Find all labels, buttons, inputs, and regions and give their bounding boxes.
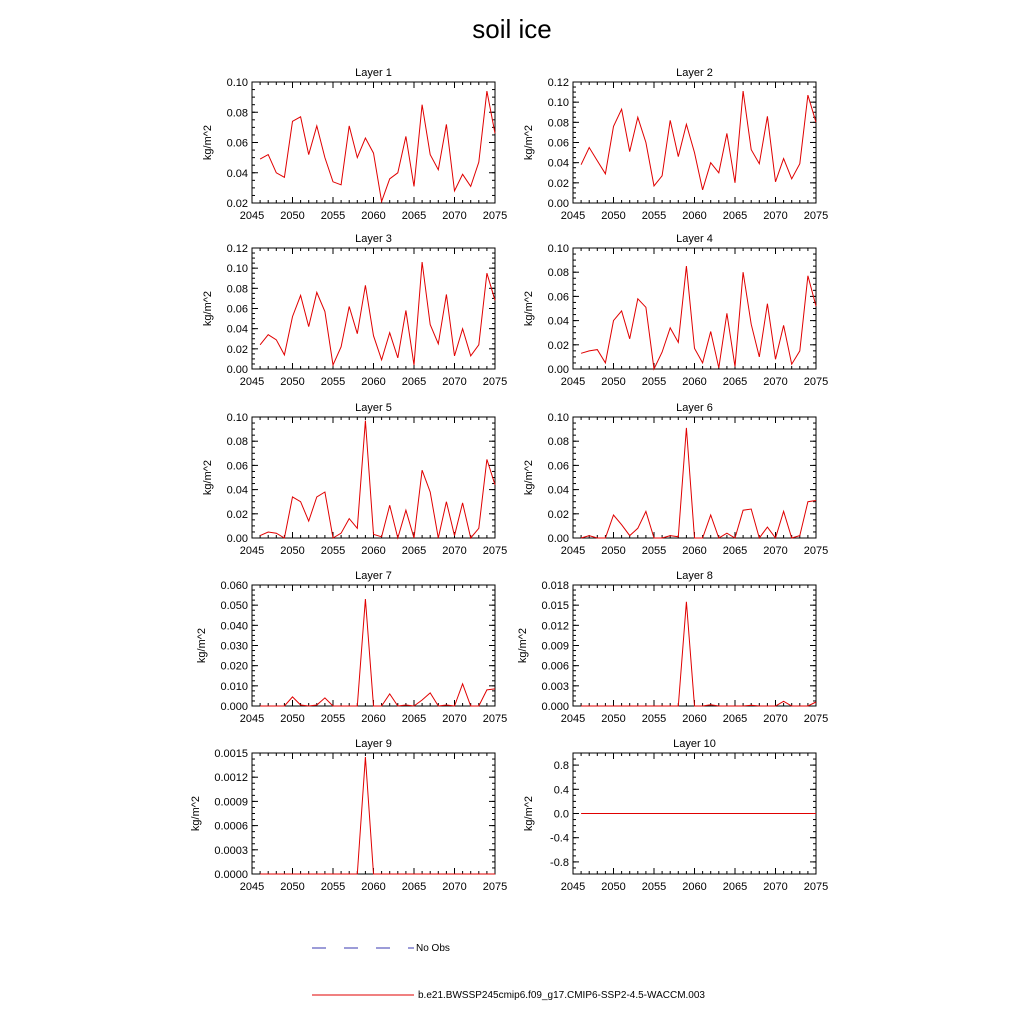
panel-title: Layer 9 (355, 738, 392, 750)
y-tick-label: 0.04 (226, 484, 248, 497)
x-tick-label: 2075 (482, 545, 508, 557)
x-tick-label: 2065 (722, 545, 748, 557)
y-tick-label: 0.006 (541, 660, 569, 673)
y-axis-label: kg/m^2 (202, 459, 215, 496)
legend-obs-label: No Obs (416, 942, 450, 954)
y-tick-label: 0.04 (226, 323, 248, 336)
y-tick-label: 0.08 (547, 267, 569, 280)
series-line (260, 91, 495, 201)
y-tick-label: 0.06 (547, 137, 569, 150)
y-tick-label: 0.0 (553, 808, 569, 821)
x-tick-label: 2070 (763, 210, 788, 222)
x-tick-label: 2070 (442, 713, 467, 725)
x-tick-label: 2055 (320, 881, 346, 893)
plot-frame (573, 417, 816, 538)
series-line (581, 428, 816, 538)
plot-frame (573, 82, 816, 203)
y-tick-label: 0.050 (220, 600, 248, 613)
series-line (260, 757, 495, 874)
panel-title: Layer 5 (355, 402, 392, 414)
y-axis-label: kg/m^2 (523, 795, 536, 832)
plot-frame (573, 585, 816, 706)
y-tick-label: 0.8 (553, 760, 569, 773)
series-line (581, 91, 816, 190)
y-tick-label: 0.0006 (214, 820, 248, 833)
x-tick-label: 2050 (601, 881, 626, 893)
y-tick-label: 0.000 (220, 701, 248, 713)
x-tick-label: 2045 (560, 210, 586, 222)
y-tick-label: 0.10 (547, 412, 569, 424)
y-axis-label: kg/m^2 (523, 290, 536, 327)
y-tick-label: 0.06 (226, 303, 248, 316)
x-tick-label: 2045 (560, 713, 586, 725)
y-tick-label: 0.00 (547, 533, 569, 545)
x-tick-label: 2065 (722, 210, 748, 222)
x-tick-label: 2070 (763, 545, 788, 557)
panel-3 (202, 233, 507, 388)
x-tick-label: 2050 (280, 545, 305, 557)
y-tick-label: 0.08 (547, 117, 569, 130)
x-tick-label: 2050 (280, 376, 305, 388)
x-tick-label: 2070 (442, 545, 467, 557)
x-tick-label: 2065 (722, 713, 748, 725)
panel-7 (196, 570, 507, 725)
y-tick-label: 0.08 (547, 436, 569, 449)
x-tick-label: 2075 (482, 713, 508, 725)
x-tick-label: 2060 (361, 881, 386, 893)
legend-model-line (312, 989, 414, 1001)
y-tick-label: 0.020 (220, 660, 248, 673)
panel-10 (523, 738, 828, 893)
x-tick-label: 2070 (442, 881, 467, 893)
x-tick-label: 2055 (320, 713, 346, 725)
y-tick-label: 0.0012 (214, 772, 248, 785)
y-tick-label: 0.0009 (214, 796, 248, 809)
panel-5 (202, 402, 507, 557)
x-tick-label: 2060 (682, 713, 707, 725)
panel-title: Layer 2 (676, 67, 713, 79)
y-tick-label: 0.4 (553, 784, 569, 797)
y-tick-label: 0.10 (547, 243, 569, 255)
legend-model-label: b.e21.BWSSP245cmip6.f09_g17.CMIP6-SSP2-4.5-WACCM.003 (418, 989, 705, 1001)
legend-obs (312, 942, 450, 954)
y-tick-label: 0.06 (226, 460, 248, 473)
y-tick-label: 0.00 (226, 533, 248, 545)
y-tick-label: 0.010 (220, 680, 248, 693)
y-axis-label: kg/m^2 (196, 627, 208, 664)
x-tick-label: 2055 (641, 881, 667, 893)
x-tick-label: 2065 (401, 210, 427, 222)
panel-9 (190, 738, 507, 893)
x-tick-label: 2055 (320, 545, 346, 557)
y-tick-label: 0.000 (541, 701, 569, 713)
plot-frame (573, 248, 816, 369)
y-tick-label: 0.0015 (214, 748, 248, 760)
panel-6 (523, 402, 828, 557)
figure-title: soil ice (472, 14, 552, 44)
y-tick-label: 0.10 (547, 97, 569, 110)
x-tick-label: 2055 (320, 376, 346, 388)
x-tick-label: 2055 (641, 210, 667, 222)
y-tick-label: -0.4 (550, 832, 569, 845)
x-tick-label: 2045 (239, 545, 265, 557)
x-tick-label: 2065 (401, 376, 427, 388)
panel-8 (517, 570, 828, 725)
x-tick-label: 2060 (682, 210, 707, 222)
x-tick-label: 2045 (560, 545, 586, 557)
y-tick-label: 0.0000 (214, 869, 248, 881)
series-line (260, 262, 495, 365)
series-line (581, 266, 816, 369)
plot-frame (252, 585, 495, 706)
y-tick-label: 0.10 (226, 412, 248, 424)
x-tick-label: 2065 (401, 545, 427, 557)
y-tick-label: -0.8 (550, 856, 569, 869)
panel-1 (202, 67, 507, 222)
y-axis-label: kg/m^2 (202, 290, 215, 327)
y-tick-label: 0.0003 (214, 844, 248, 857)
x-tick-label: 2055 (641, 545, 667, 557)
y-tick-label: 0.04 (226, 167, 248, 180)
panel-title: Layer 3 (355, 233, 392, 245)
y-tick-label: 0.030 (220, 640, 248, 653)
x-tick-label: 2050 (601, 376, 626, 388)
x-tick-label: 2055 (641, 713, 667, 725)
plot-frame (252, 753, 495, 874)
y-tick-label: 0.00 (547, 198, 569, 210)
x-tick-label: 2070 (442, 376, 467, 388)
x-tick-label: 2075 (803, 210, 829, 222)
y-tick-label: 0.012 (541, 620, 569, 633)
y-tick-label: 0.02 (226, 198, 248, 210)
x-tick-label: 2075 (803, 713, 829, 725)
x-tick-label: 2050 (280, 713, 305, 725)
x-tick-label: 2060 (361, 376, 386, 388)
x-tick-label: 2055 (320, 210, 346, 222)
legend-model (312, 989, 705, 1001)
x-tick-label: 2075 (803, 545, 829, 557)
x-tick-label: 2075 (482, 210, 508, 222)
y-tick-label: 0.003 (541, 680, 569, 693)
x-tick-label: 2050 (280, 881, 305, 893)
y-tick-label: 0.06 (547, 460, 569, 473)
y-tick-label: 0.02 (547, 508, 569, 521)
y-axis-label: kg/m^2 (202, 124, 215, 161)
y-tick-label: 0.08 (226, 283, 248, 296)
series-line (581, 602, 816, 706)
x-tick-label: 2050 (601, 545, 626, 557)
y-axis-label: kg/m^2 (517, 627, 529, 664)
y-tick-label: 0.08 (226, 436, 248, 449)
y-tick-label: 0.10 (226, 263, 248, 276)
y-axis-label: kg/m^2 (523, 459, 536, 496)
x-tick-label: 2070 (442, 210, 467, 222)
y-tick-label: 0.00 (547, 364, 569, 376)
y-axis-label: kg/m^2 (189, 795, 202, 832)
panel-2 (523, 67, 828, 222)
plot-frame (252, 82, 495, 203)
x-tick-label: 2060 (361, 545, 386, 557)
x-tick-label: 2045 (239, 881, 265, 893)
x-tick-label: 2045 (560, 881, 586, 893)
x-tick-label: 2065 (401, 713, 427, 725)
x-tick-label: 2045 (239, 210, 265, 222)
series-line (260, 599, 495, 706)
x-tick-label: 2045 (239, 376, 265, 388)
x-tick-label: 2060 (361, 210, 386, 222)
x-tick-label: 2070 (763, 713, 788, 725)
y-tick-label: 0.060 (220, 580, 248, 592)
y-tick-label: 0.02 (547, 339, 569, 352)
y-tick-label: 0.02 (226, 508, 248, 521)
x-tick-label: 2070 (763, 881, 788, 893)
x-tick-label: 2075 (803, 881, 829, 893)
y-tick-label: 0.08 (226, 107, 248, 120)
x-tick-label: 2050 (601, 713, 626, 725)
x-tick-label: 2045 (560, 376, 586, 388)
y-tick-label: 0.009 (541, 640, 569, 653)
x-tick-label: 2050 (280, 210, 305, 222)
x-tick-label: 2060 (361, 713, 386, 725)
x-tick-label: 2065 (722, 376, 748, 388)
y-tick-label: 0.00 (226, 364, 248, 376)
x-tick-label: 2075 (482, 376, 508, 388)
plot-frame (252, 248, 495, 369)
x-tick-label: 2075 (803, 376, 829, 388)
x-tick-label: 2055 (641, 376, 667, 388)
panel-title: Layer 10 (673, 738, 716, 750)
panel-title: Layer 1 (355, 67, 392, 79)
x-tick-label: 2045 (239, 713, 265, 725)
x-tick-label: 2050 (601, 210, 626, 222)
y-tick-label: 0.04 (547, 157, 569, 170)
panel-title: Layer 4 (676, 233, 713, 245)
x-tick-label: 2060 (682, 376, 707, 388)
x-tick-label: 2065 (722, 881, 748, 893)
x-tick-label: 2075 (482, 881, 508, 893)
x-tick-label: 2060 (682, 881, 707, 893)
x-tick-label: 2070 (763, 376, 788, 388)
y-tick-label: 0.040 (220, 620, 248, 633)
y-tick-label: 0.12 (547, 77, 569, 89)
y-tick-label: 0.015 (541, 600, 569, 613)
panel-title: Layer 8 (676, 570, 713, 582)
series-line (260, 421, 495, 538)
y-tick-label: 0.12 (226, 243, 248, 255)
y-tick-label: 0.018 (541, 580, 569, 592)
x-tick-label: 2060 (682, 545, 707, 557)
y-tick-label: 0.02 (547, 177, 569, 190)
panel-title: Layer 6 (676, 402, 713, 414)
y-tick-label: 0.02 (226, 343, 248, 356)
legend-obs-line (312, 942, 414, 954)
y-tick-label: 0.06 (226, 137, 248, 150)
x-tick-label: 2065 (401, 881, 427, 893)
y-axis-label: kg/m^2 (523, 124, 536, 161)
y-tick-label: 0.04 (547, 484, 569, 497)
panel-title: Layer 7 (355, 570, 392, 582)
y-tick-label: 0.10 (226, 77, 248, 89)
y-tick-label: 0.04 (547, 315, 569, 328)
panel-4 (523, 233, 828, 388)
y-tick-label: 0.06 (547, 291, 569, 304)
